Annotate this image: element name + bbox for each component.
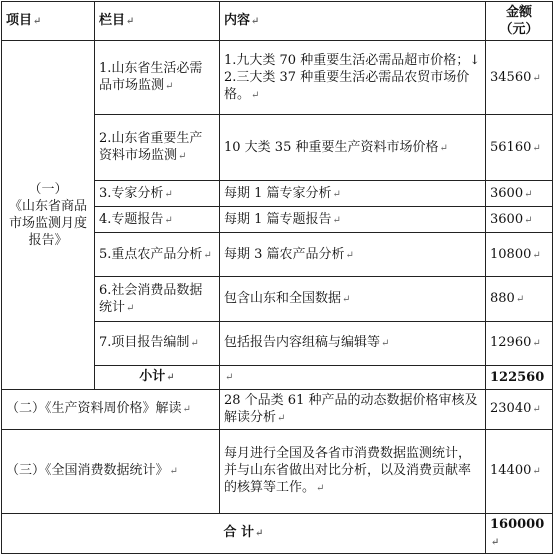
subtotal-amount: 122560 — [486, 365, 553, 389]
group1-row5-amount: 10800↵ — [486, 233, 553, 277]
group1-row4-column: 4.专题报告↵ — [95, 207, 220, 233]
subtotal-content: ↵ — [220, 365, 486, 389]
header-column: 栏目↵ — [95, 2, 220, 41]
group1-row2-amount: 56160↵ — [486, 115, 553, 181]
group1-row4-amount: 3600↵ — [486, 207, 553, 233]
header-project: 项目↵ — [2, 2, 95, 41]
budget-table — [1, 1, 553, 554]
group1-row5-column: 5.重点农产品分析↵ — [95, 233, 220, 277]
total-label: 合 计↵ — [2, 513, 486, 553]
header-row — [2, 2, 553, 41]
group1-row2-column: 2.山东省重要生产资料市场监测↵ — [95, 115, 220, 181]
group1-label: （一） 《山东省商品市场监测月度报告》 — [2, 41, 95, 390]
group1-row7-content: 包括报告内容组稿与编辑等↵ — [220, 321, 486, 365]
subtotal-label: 小计↵ — [95, 365, 220, 389]
group1-row7-column: 7.项目报告编制↵ — [95, 321, 220, 365]
header-content: 内容↵ — [220, 2, 486, 41]
group3-amount: 14400↵ — [486, 429, 553, 513]
group1-row3-content: 每期 1 篇专家分析↵ — [220, 181, 486, 207]
group2-label: （二）《生产资料周价格》解读↵ — [2, 389, 220, 429]
group1-row2-content: 10 大类 35 种重要生产资料市场价格↵ — [220, 115, 486, 181]
group1-row6-column: 6.社会消费品数据统计↵ — [95, 277, 220, 321]
group1-row1-content: 1.九大类 70 种重要生活必需品超市价格；↓ 2.三大类 37 种重要生活必需品农贸市场价格。↵ — [220, 41, 486, 115]
group1-row1-amount: 34560↵ — [486, 41, 553, 115]
group3-label: （三）《全国消费数据统计》↵ — [2, 429, 220, 513]
group1-row6-content: 包含山东和全国数据↵ — [220, 277, 486, 321]
header-amount: 金额（元） — [486, 2, 553, 41]
total-amount: 160000↵ — [486, 513, 553, 553]
table-row — [2, 41, 553, 115]
group1-row4-content: 每期 1 篇专题报告↵ — [220, 207, 486, 233]
group2-amount: 23040↵ — [486, 389, 553, 429]
table-row — [2, 389, 553, 429]
group1-row3-amount: 3600↵ — [486, 181, 553, 207]
group1-row7-amount: 12960↵ — [486, 321, 553, 365]
table-row — [2, 429, 553, 513]
group3-content: 每月进行全国及各省市消费数据监测统计，并与山东省做出对比分析，以及消费贡献率的核算等工作。↵ — [220, 429, 486, 513]
group1-row5-content: 每期 3 篇农产品分析↵ — [220, 233, 486, 277]
total-row — [2, 513, 553, 553]
group1-row6-amount: 880↵ — [486, 277, 553, 321]
group1-row1-column: 1.山东省生活必需品市场监测↵ — [95, 41, 220, 115]
group1-row3-column: 3.专家分析↵ — [95, 181, 220, 207]
group2-content: 28 个品类 61 种产品的动态数据价格审核及解读分析↵ — [220, 389, 486, 429]
